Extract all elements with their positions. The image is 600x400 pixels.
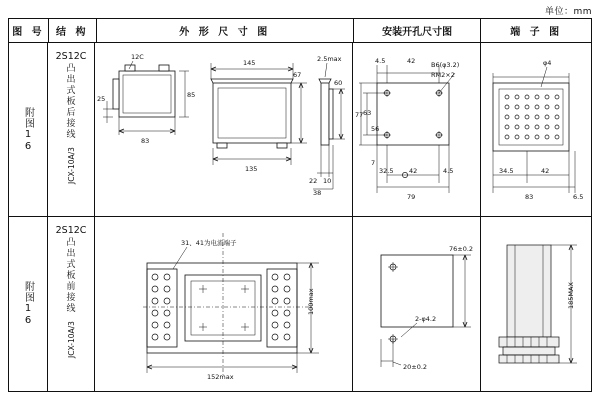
terminal-svg-1 xyxy=(481,43,591,216)
table-header-row xyxy=(9,19,591,43)
svg-text:2-φ4.2: 2-φ4.2 xyxy=(415,315,437,323)
svg-text:152max: 152max xyxy=(207,373,234,381)
table-row xyxy=(9,217,591,391)
outline-svg-1 xyxy=(95,43,353,216)
cell-fig-no xyxy=(9,43,48,216)
header-structure: 结 构 xyxy=(49,19,97,42)
svg-text:10: 10 xyxy=(323,177,332,185)
svg-text:83: 83 xyxy=(525,193,534,201)
mounting-svg-1 xyxy=(353,43,481,216)
svg-text:79: 79 xyxy=(407,193,416,201)
fig-no-text: 附图16 xyxy=(22,106,34,153)
structure-desc: 凸 出 式 板 后 接 线 xyxy=(66,64,76,140)
svg-text:4.5: 4.5 xyxy=(443,167,454,175)
svg-text:42: 42 xyxy=(407,57,416,65)
cell-terminal-drawing xyxy=(481,217,591,391)
svg-text:34.5: 34.5 xyxy=(499,167,514,175)
cell-mounting-drawing xyxy=(353,43,481,216)
header-outline: 外 形 尺 寸 图 xyxy=(97,19,354,42)
cell-structure xyxy=(48,217,95,391)
svg-text:85: 85 xyxy=(187,91,196,99)
svg-text:60: 60 xyxy=(334,79,343,87)
cell-outline-drawing xyxy=(95,43,353,216)
svg-text:4.5: 4.5 xyxy=(375,57,386,65)
structure-model: JCX-10A/3 xyxy=(66,146,76,184)
svg-text:31、41为电流端子: 31、41为电流端子 xyxy=(181,239,237,247)
cell-mounting-drawing xyxy=(353,217,481,391)
svg-text:63: 63 xyxy=(363,109,372,117)
svg-text:135: 135 xyxy=(245,165,258,173)
svg-text:42: 42 xyxy=(541,167,550,175)
svg-text:25: 25 xyxy=(97,95,106,103)
structure-model: JCX-10A/3 xyxy=(66,320,76,358)
svg-text:12C: 12C xyxy=(131,53,144,61)
svg-text:2.5max: 2.5max xyxy=(317,55,342,63)
structure-code: 2S12C xyxy=(55,225,87,236)
svg-text:22: 22 xyxy=(309,177,318,185)
svg-text:7: 7 xyxy=(371,159,376,167)
svg-text:32.5: 32.5 xyxy=(379,167,394,175)
svg-text:145: 145 xyxy=(243,59,256,67)
terminal-svg-2 xyxy=(481,217,591,390)
svg-text:76±0.2: 76±0.2 xyxy=(449,245,474,253)
svg-text:φ4: φ4 xyxy=(543,59,552,67)
cell-outline-drawing xyxy=(95,217,353,391)
header-mounting: 安装开孔尺寸图 xyxy=(354,19,482,42)
svg-text:56: 56 xyxy=(371,125,380,133)
table-row xyxy=(9,43,591,217)
svg-text:6.5: 6.5 xyxy=(573,193,584,201)
svg-text:20±0.2: 20±0.2 xyxy=(403,363,428,371)
structure-code: 2S12C xyxy=(55,51,87,62)
unit-note: 单位：mm xyxy=(544,7,592,17)
mounting-svg-2 xyxy=(353,217,481,390)
svg-text:185MAX: 185MAX xyxy=(567,282,575,309)
svg-text:83: 83 xyxy=(141,137,150,145)
svg-text:B6(φ3.2): B6(φ3.2) xyxy=(431,61,460,69)
svg-text:38: 38 xyxy=(313,189,322,197)
svg-text:77: 77 xyxy=(355,111,364,119)
cell-structure xyxy=(48,43,95,216)
outline-svg-2 xyxy=(95,217,353,390)
structure-desc: 凸 出 式 板 前 接 线 xyxy=(66,238,76,314)
cell-terminal-drawing xyxy=(481,43,591,216)
fig-no-text: 附图16 xyxy=(22,281,34,327)
svg-text:RM2×2: RM2×2 xyxy=(431,71,455,79)
svg-text:100max: 100max xyxy=(307,288,315,315)
header-terminal: 端 子 图 xyxy=(510,27,563,38)
spec-table xyxy=(8,18,592,392)
svg-text:67: 67 xyxy=(293,71,302,79)
cell-fig-no xyxy=(9,217,48,391)
header-fig-no: 图 号 xyxy=(9,19,49,42)
svg-text:42: 42 xyxy=(409,167,418,175)
